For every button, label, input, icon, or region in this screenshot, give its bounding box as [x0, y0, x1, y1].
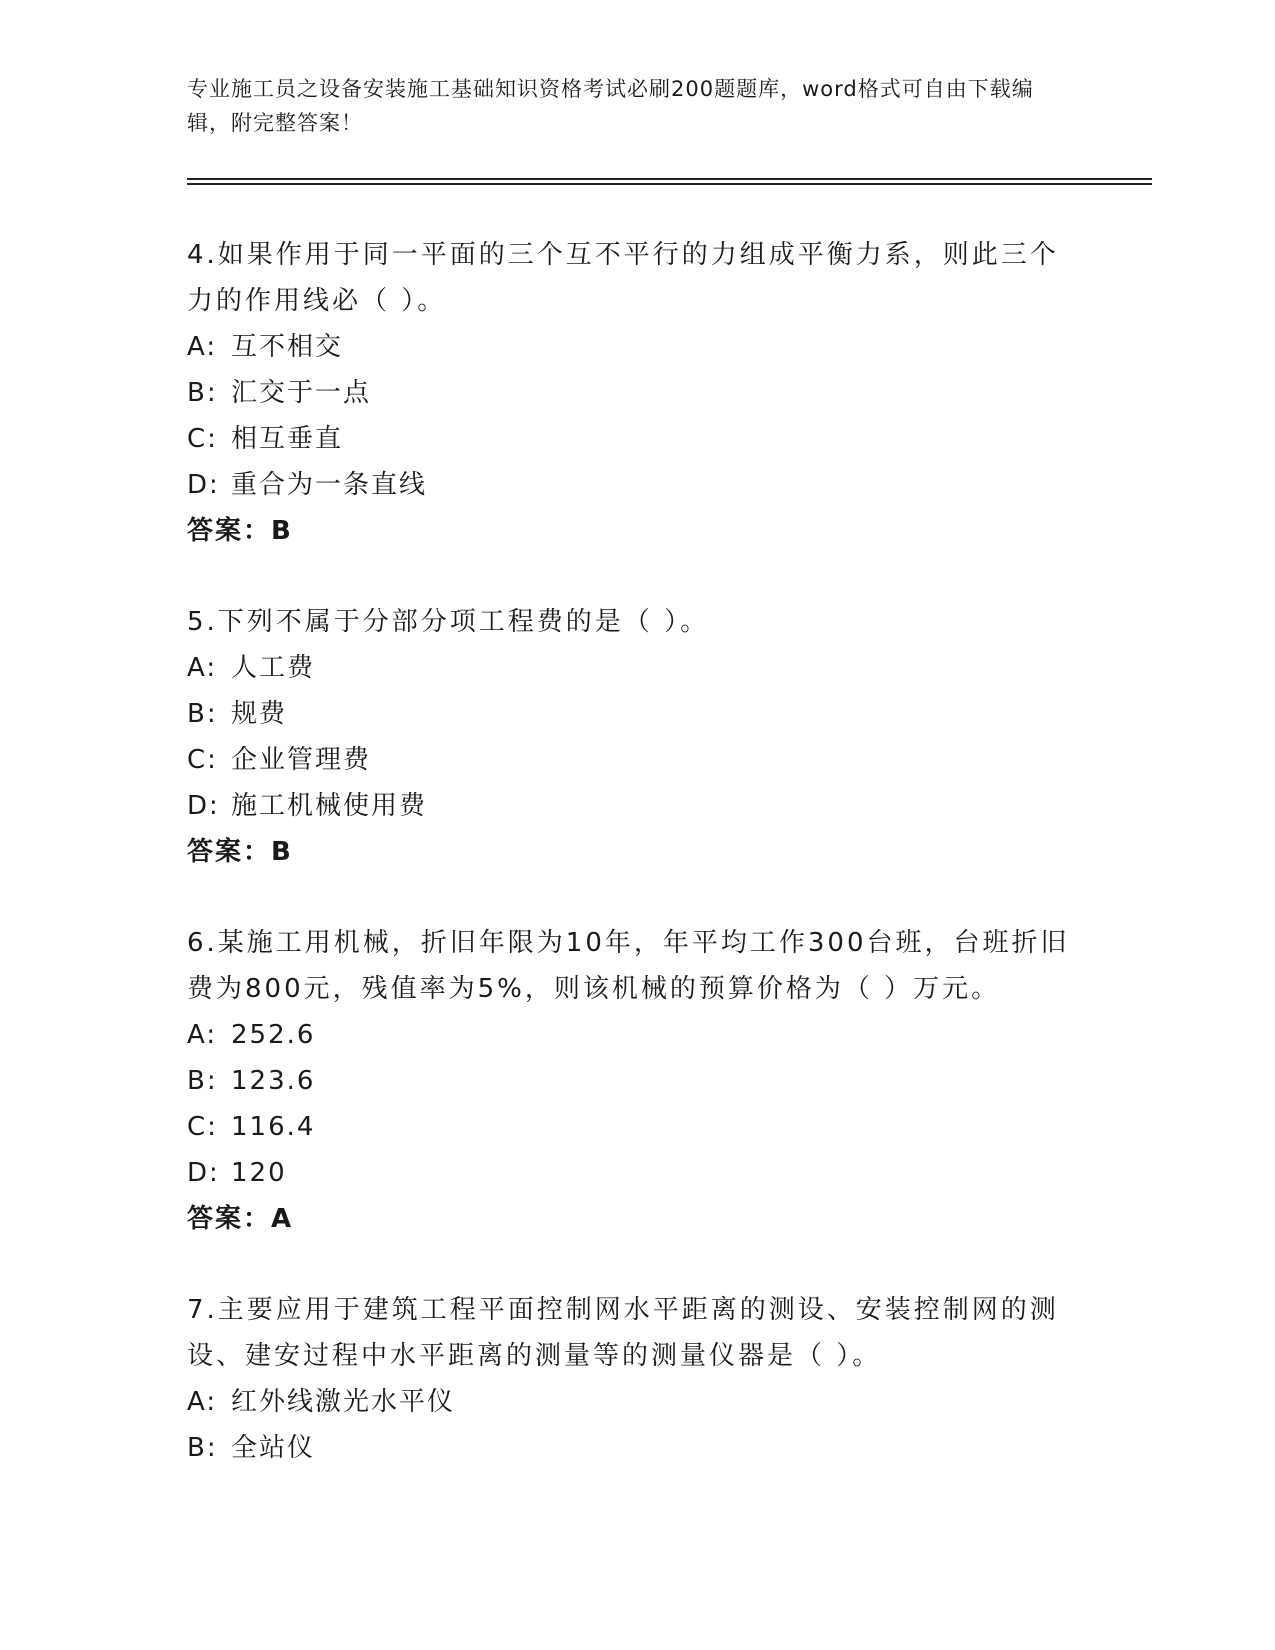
option-letter: B: [187, 1066, 218, 1096]
option-letter: D: [187, 470, 220, 500]
option-text: 规费 [231, 699, 288, 729]
answer-line: 答案：B [187, 516, 293, 546]
option-text: 相互垂直 [231, 424, 344, 454]
header-divider-bottom [187, 183, 1152, 185]
option-text: 116.4 [231, 1112, 316, 1142]
option-a [187, 645, 1087, 691]
option-letter: A: [187, 1020, 218, 1050]
option-letter: C: [187, 424, 218, 454]
option-letter: C: [187, 1112, 218, 1142]
option-d [187, 1150, 1087, 1196]
option-text: 汇交于一点 [231, 378, 372, 408]
option-c [187, 737, 1087, 783]
answer-line: 答案：A [187, 1204, 294, 1234]
option-text: 252.6 [231, 1020, 316, 1050]
option-letter: A: [187, 1387, 218, 1417]
question-item [187, 920, 1087, 1242]
option-a [187, 324, 1087, 370]
question-item [187, 232, 1087, 554]
question-stem: 5.下列不属于分部分项工程费的是（ ）。 [187, 607, 710, 637]
option-d [187, 783, 1087, 829]
option-text: 企业管理费 [231, 745, 372, 775]
option-text: 全站仪 [231, 1433, 316, 1463]
question-item [187, 1287, 1087, 1471]
option-d [187, 462, 1087, 508]
option-letter: B: [187, 1433, 218, 1463]
answer-line: 答案：B [187, 837, 293, 867]
option-b [187, 1425, 1087, 1471]
option-text: 123.6 [231, 1066, 316, 1096]
option-letter: B: [187, 699, 218, 729]
option-letter: C: [187, 745, 218, 775]
document-header: 专业施工员之设备安装施工基础知识资格考试必刷200题题库，word格式可自由下载编辑，附完整答案！ [187, 77, 1034, 135]
option-text: 重合为一条直线 [231, 470, 428, 500]
question-stem: 6.某施工用机械，折旧年限为10年，年平均工作300台班，台班折旧费为800元，残值率为5%，则该机械的预算价格为（ ）万元。 [187, 928, 1070, 1004]
option-text: 施工机械使用费 [231, 791, 428, 821]
option-c [187, 1104, 1087, 1150]
option-text: 120 [231, 1158, 287, 1188]
option-text: 互不相交 [231, 332, 344, 362]
option-text: 人工费 [231, 653, 316, 683]
option-text: 红外线激光水平仪 [231, 1387, 456, 1417]
question-stem: 7.主要应用于建筑工程平面控制网水平距离的测设、安装控制网的测设、建安过程中水平距离的测量等的测量仪器是（ ）。 [187, 1295, 1059, 1371]
option-a [187, 1379, 1087, 1425]
option-b [187, 691, 1087, 737]
option-letter: A: [187, 332, 218, 362]
option-b [187, 1058, 1087, 1104]
option-letter: B: [187, 378, 218, 408]
option-letter: D: [187, 1158, 220, 1188]
question-stem: 4.如果作用于同一平面的三个互不平行的力组成平衡力系，则此三个力的作用线必（ ）。 [187, 240, 1059, 316]
option-b [187, 370, 1087, 416]
option-letter: D: [187, 791, 220, 821]
option-c [187, 416, 1087, 462]
option-letter: A: [187, 653, 218, 683]
option-a [187, 1012, 1087, 1058]
question-item [187, 599, 1087, 875]
header-divider-top [187, 178, 1152, 180]
question-list [187, 232, 1087, 1516]
